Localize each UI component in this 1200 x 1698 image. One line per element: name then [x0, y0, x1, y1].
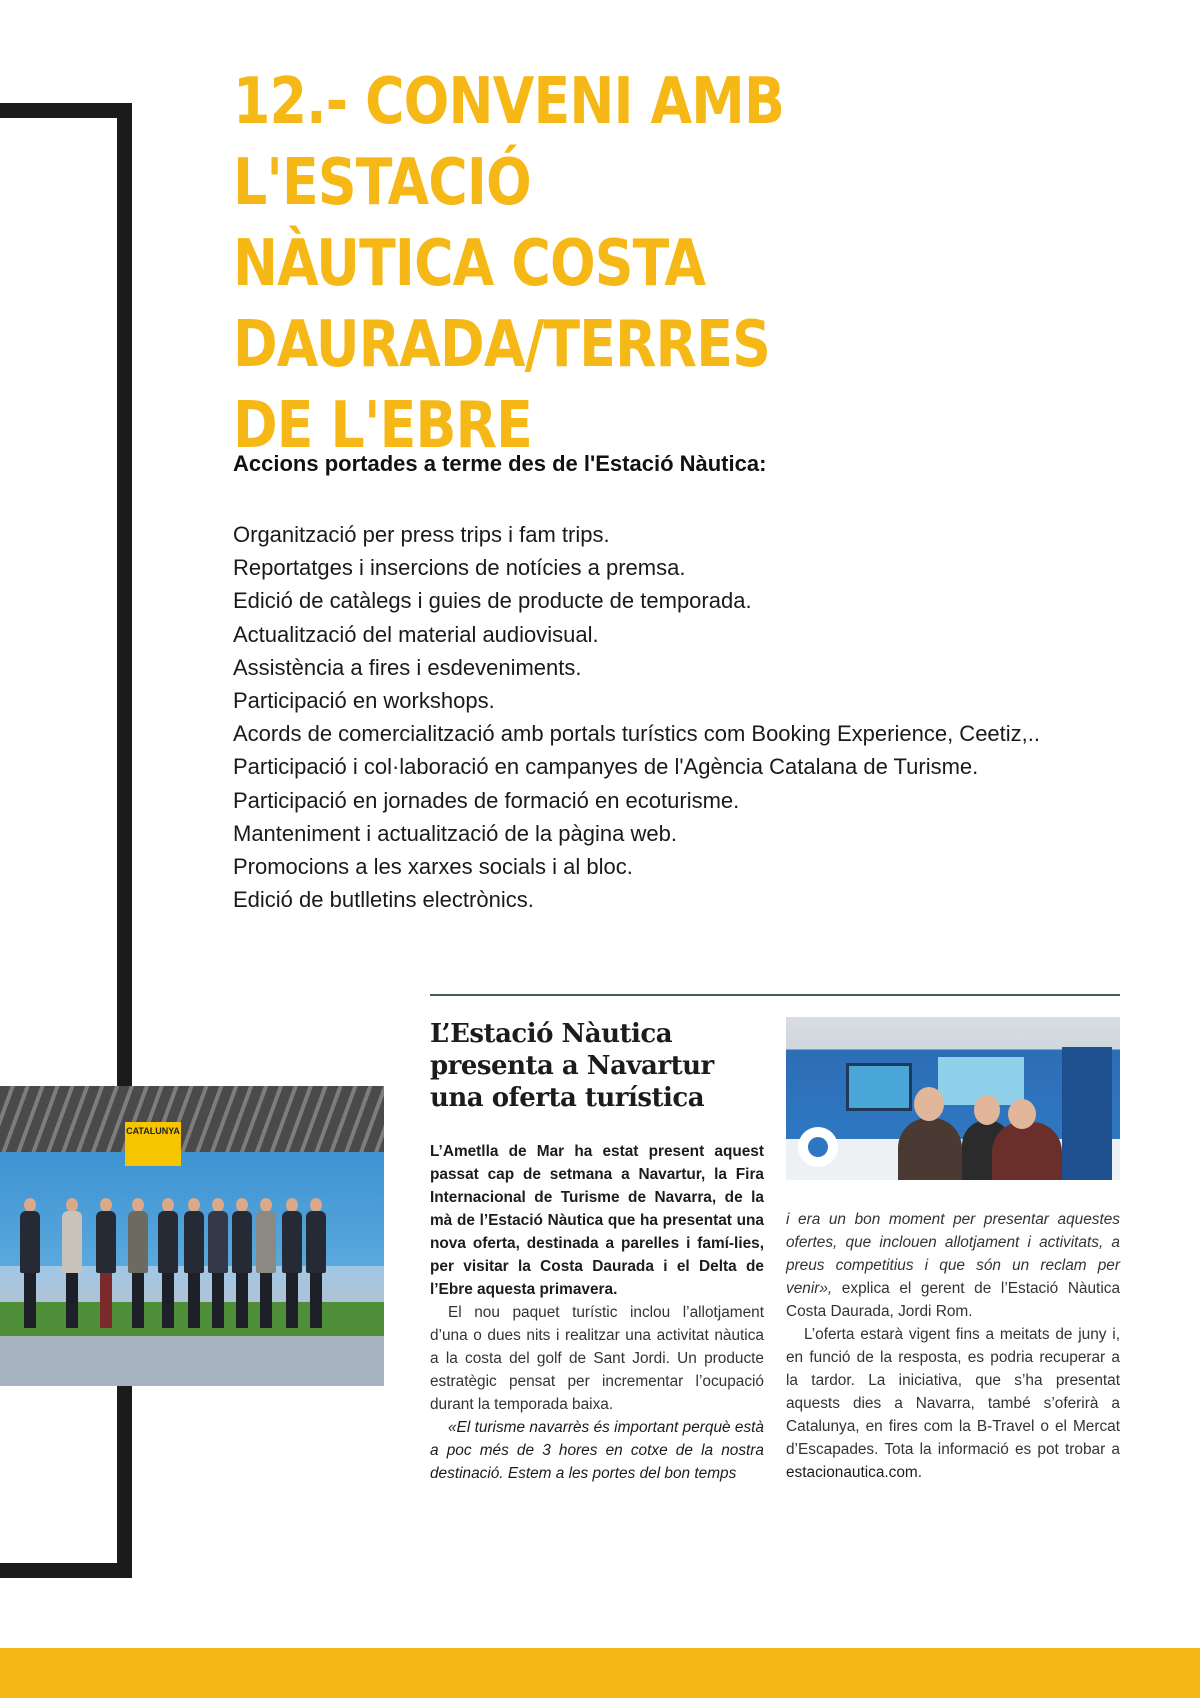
group-person: [306, 1198, 326, 1328]
frame-top-bar: [0, 103, 132, 118]
clipping-column-2: [786, 1208, 1120, 1484]
booth-screen: [846, 1063, 912, 1111]
action-item: Participació en jornades de formació en ecoturisme.: [233, 787, 740, 813]
clipping-paragraph: El nou paquet turístic inclou l’allotjament d’una o dues nits i realitzar una activitat nàutica a la costa del golf de Sant Jordi. Un producte estratègic pensat per incrementar l’ocupació durant la temporada baixa.: [430, 1304, 764, 1413]
fair-group-photo: [0, 1086, 384, 1386]
clipping-attribution: explica el gerent de l’Estació Nàutica Costa Daurada, Jordi Rom.: [786, 1280, 1120, 1320]
booth-person-face: [974, 1095, 1000, 1125]
action-item: Reportatges i insercions de notícies a premsa.: [233, 555, 686, 581]
group-person: [158, 1198, 178, 1328]
booth-person-face: [1008, 1099, 1036, 1129]
clipping-offer-text: L’oferta estarà vigent fins a meitats de juny i, en funció de la resposta, es podria recuperar a la tardor. La iniciativa, que s’ha presentat aquests dies a Navarra, també s’oferirà a Catalunya, en fires com la B-Travel o el Mercat d’Escapades. Tota la informació es pot trobar a: [786, 1326, 1120, 1458]
booth-person: [992, 1122, 1062, 1180]
action-item: Participació i col·laboració en campanyes de l'Agència Catalana de Turisme.: [233, 754, 979, 780]
action-item: Manteniment i actualització de la pàgina web.: [233, 820, 677, 846]
actions-heading: Accions portades a terme des de l'Estació Nàutica:: [233, 451, 767, 476]
group-person: [20, 1198, 40, 1328]
group-person: [232, 1198, 252, 1328]
clipping-quote: «El turisme navarrès és important perquè està a poc més de 3 hores en cotxe de la nostra destinació. Estem a les portes del bon temps: [430, 1419, 764, 1482]
action-item: Edició de butlletins electrònics.: [233, 887, 534, 913]
group-person: [184, 1198, 204, 1328]
clipping-quote-continued: i era un bon moment per presentar aquestes ofertes, que inclouen allotjament i activitats, a preus competitius i que són un reclam per venir»,: [786, 1211, 1120, 1297]
booth-person: [898, 1118, 962, 1180]
group-person: [128, 1198, 148, 1328]
booth-photo: [786, 1017, 1120, 1180]
clipping-rule: [430, 994, 1120, 996]
group-person: [62, 1198, 82, 1328]
clipping-paragraph: [786, 1323, 1120, 1484]
footer-bar: [0, 1648, 1200, 1698]
fair-hall-roof: [0, 1086, 384, 1152]
actions-list: [233, 518, 1040, 916]
group-person: [256, 1198, 276, 1328]
clipping-column-1: [430, 1140, 764, 1485]
clipping-website: estacionautica.com.: [786, 1464, 923, 1481]
page-title: 12.- CONVENI AMB L'ESTACIÓ NÀUTICA COSTA DAURADA/TERRES DE L'EBRE: [233, 65, 785, 463]
frame-bottom-bar: [0, 1563, 132, 1578]
action-item: Participació en workshops.: [233, 688, 495, 714]
action-item: Acords de comercialització amb portals turístics com Booking Experience, Ceetiz,..: [233, 721, 1040, 747]
hall-floor: [0, 1336, 384, 1386]
clipping-quote-paragraph: [786, 1208, 1120, 1323]
action-item: Promocions a les xarxes socials i al bloc.: [233, 854, 633, 880]
group-person: [282, 1198, 302, 1328]
action-item: Edició de catàlegs i guies de producte de temporada.: [233, 588, 752, 614]
clipping-headline: L’Estació Nàutica presenta a Navartur una oferta turística: [430, 1019, 714, 1113]
estacio-nautica-logo: [798, 1127, 838, 1167]
group-person: [208, 1198, 228, 1328]
booth-person-face: [914, 1087, 944, 1121]
catalunya-stand-sign: CATALUNYA: [125, 1122, 181, 1166]
action-item: Organització per press trips i fam trips.: [233, 522, 610, 547]
action-item: Actualització del material audiovisual.: [233, 621, 599, 647]
booth-brochure-panel: [1062, 1047, 1112, 1180]
group-person: [96, 1198, 116, 1328]
action-item: Assistència a fires i esdeveniments.: [233, 654, 582, 680]
clipping-lead: L’Ametlla de Mar ha estat present aquest passat cap de setmana a Navartur, la Fira Internacional de Turisme de Navarra, de la mà de l’Estació Nàutica que ha presentat una nova oferta, destinada a parelles i famí-lies, per visitar la Costa Daurada i el Delta de l’Ebre aquesta primavera.: [430, 1143, 764, 1298]
